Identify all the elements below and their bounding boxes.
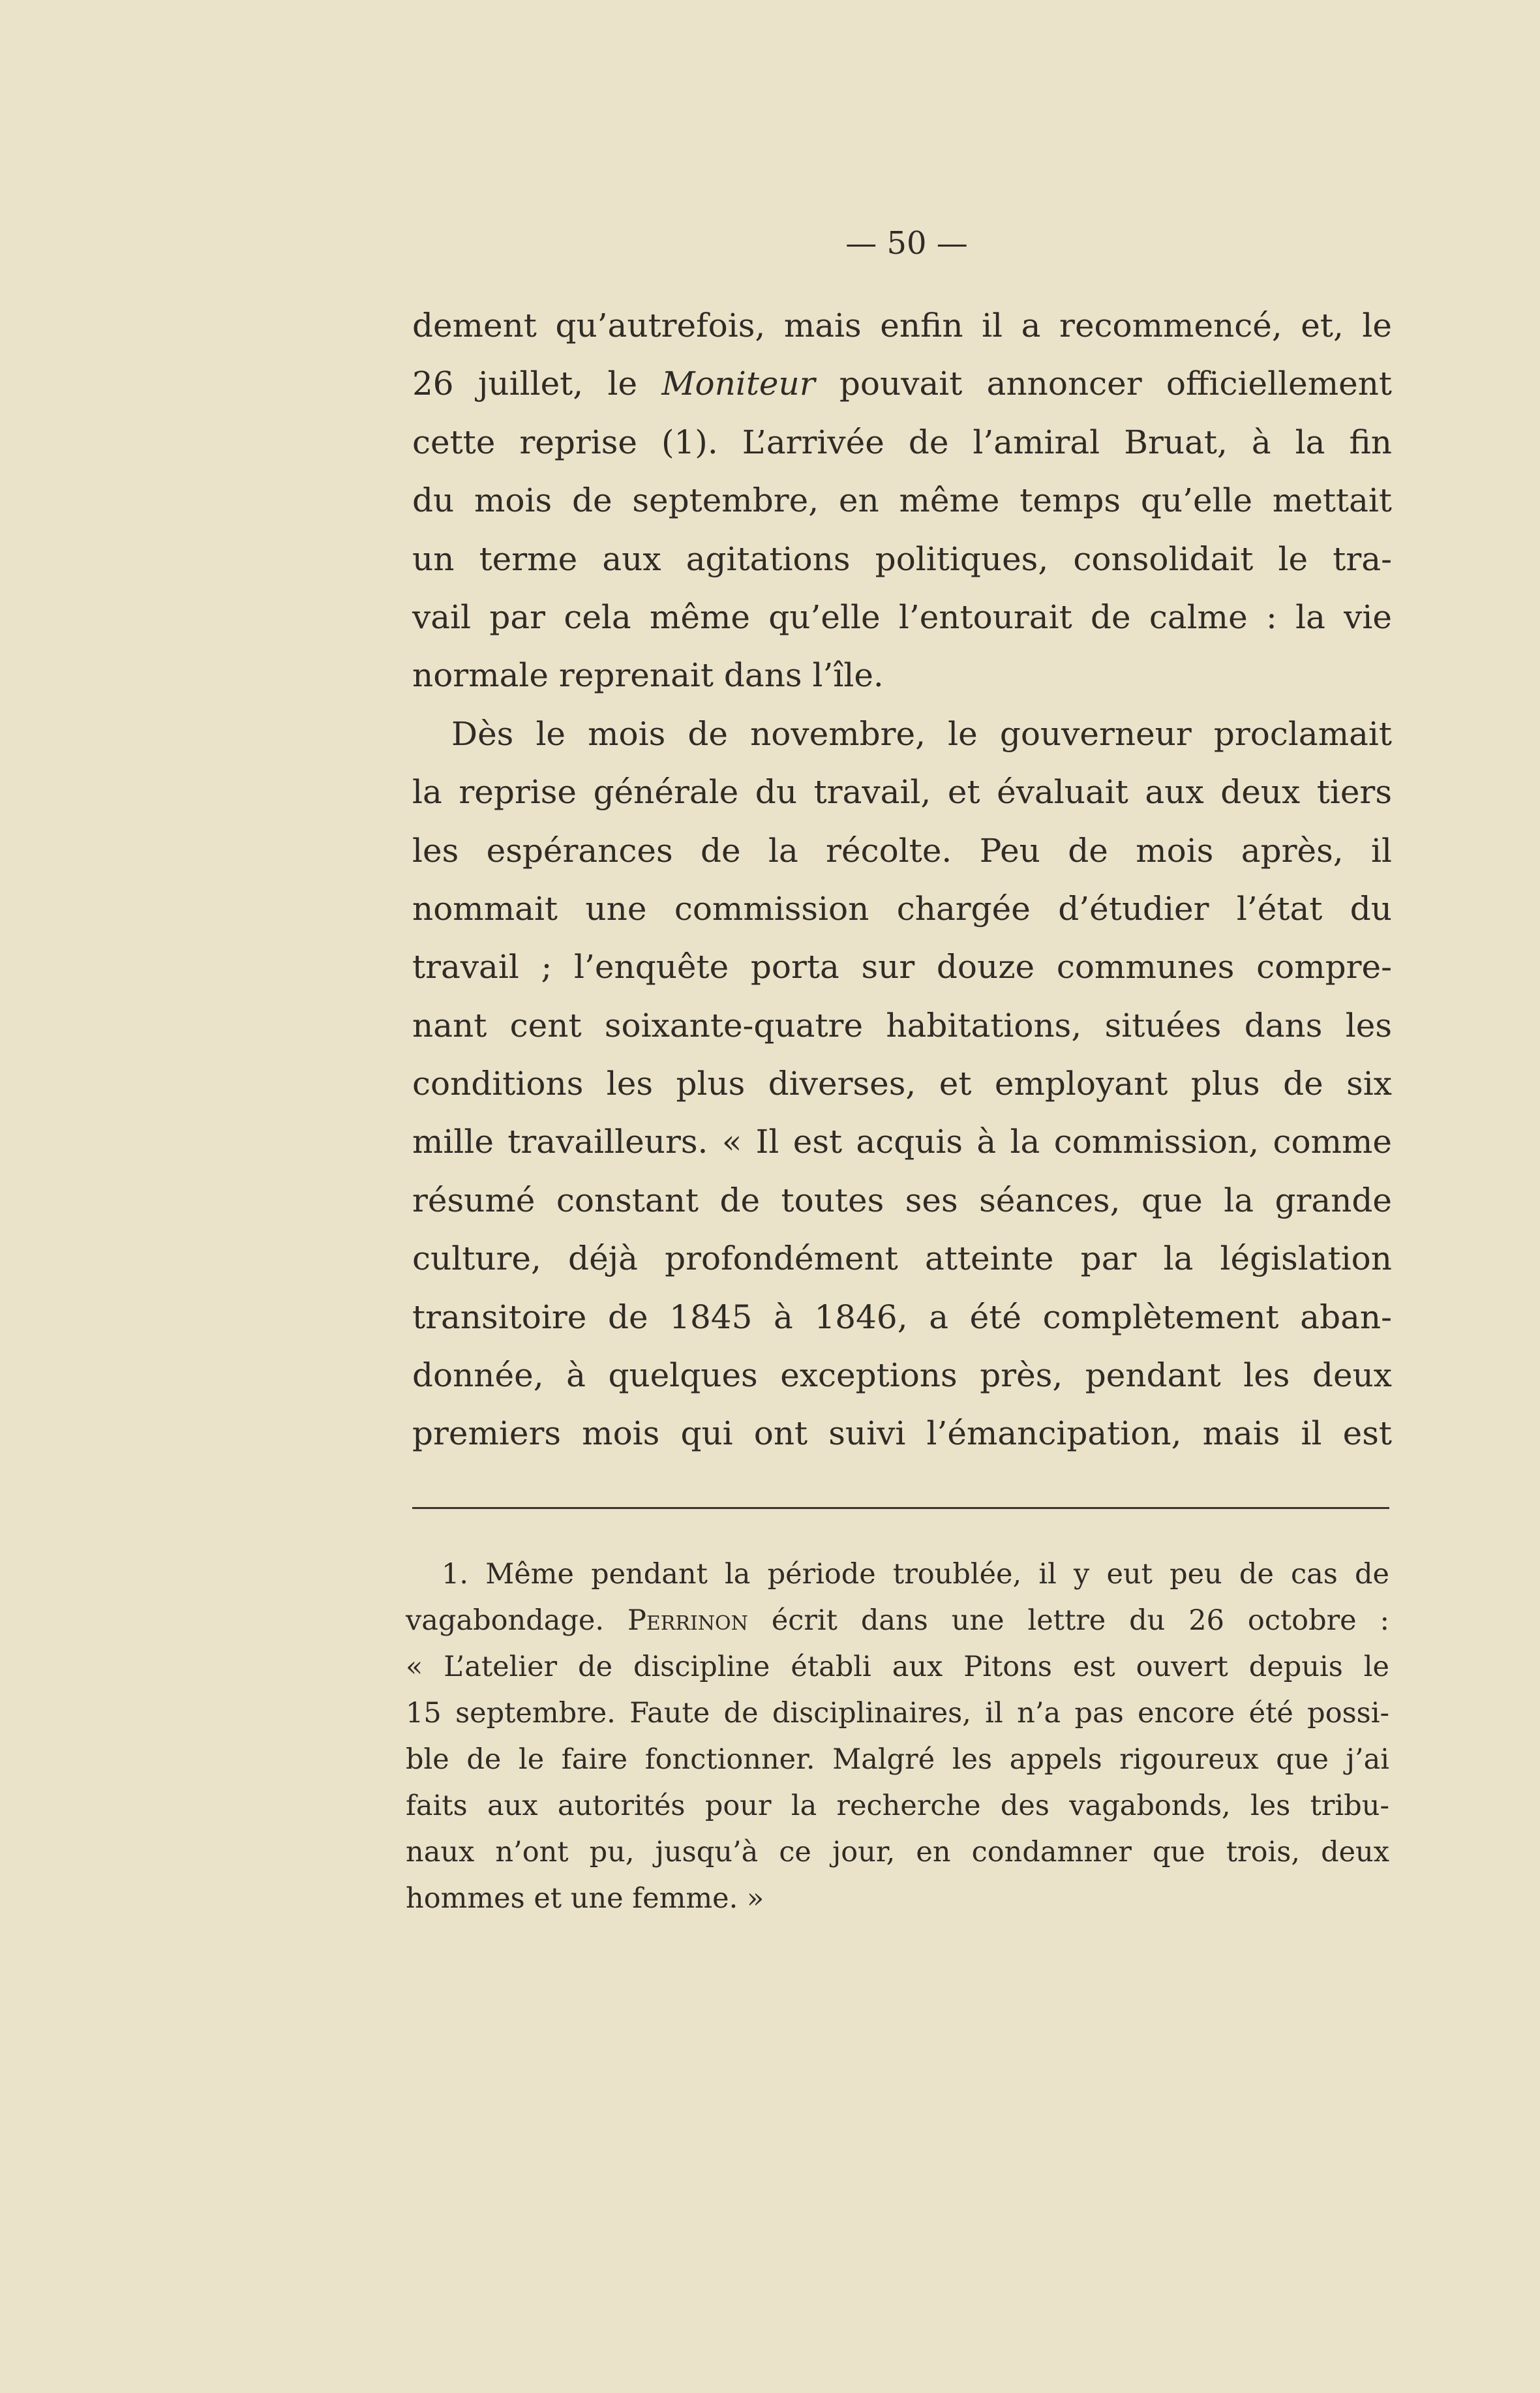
footnote-divider (412, 1507, 1389, 1509)
body-line: normale reprenait dans l’île. (412, 656, 884, 695)
body-line: un terme aux agitations politiques, consolidait le tra- (412, 540, 1392, 578)
footnote-line: ble de le faire fonctionner. Malgré les appels rigoureux que j’ai (406, 1743, 1389, 1776)
text-run: pouvait annoncer officiellement (815, 365, 1393, 403)
body-text (412, 297, 1392, 1463)
footnote (406, 1551, 1389, 1922)
body-line: mille travailleurs. « Il est acquis à la commission, comme (412, 1123, 1392, 1161)
footnote-line: 1. Même pendant la période troublée, il y eut peu de cas de (442, 1558, 1389, 1591)
footnote-line: « L’atelier de discipline établi aux Pitons est ouvert depuis le (406, 1651, 1389, 1683)
text-run: vagabondage. (406, 1604, 627, 1637)
body-line: nommait une commission chargée d’étudier l’état du (412, 889, 1392, 928)
footnote-line (406, 1598, 1389, 1644)
body-line: transitoire de 1845 à 1846, a été complètement aban- (412, 1298, 1392, 1336)
body-line: la reprise générale du travail, et évaluait aux deux tiers (412, 773, 1392, 812)
body-line: dement qu’autrefois, mais enfin il a recommencé, et, le (412, 307, 1392, 344)
footnote-line: hommes et une femme. » (406, 1882, 764, 1915)
body-line: donnée, à quelques exceptions près, pendant les deux (412, 1356, 1392, 1395)
body-line: culture, déjà profondément atteinte par la législation (412, 1240, 1392, 1278)
body-line (412, 355, 1392, 413)
body-line: premiers mois qui ont suivi l’émancipation, mais il est (412, 1414, 1392, 1453)
body-line: du mois de septembre, en même temps qu’elle mettait (412, 481, 1392, 520)
body-line: travail ; l’enquête porta sur douze communes compre- (412, 948, 1392, 986)
body-line: Dès le mois de novembre, le gouverneur proclamait (451, 714, 1392, 753)
body-line: cette reprise (1). L’arrivée de l’amiral Bruat, à la fin (412, 423, 1392, 461)
body-line: résumé constant de toutes ses séances, que la grande (412, 1181, 1392, 1219)
footnote-line: faits aux autorités pour la recherche des vagabonds, les tribu- (406, 1790, 1389, 1822)
page-number: — 50 — (845, 225, 968, 262)
body-line: conditions les plus diverses, et employant plus de six (412, 1065, 1392, 1103)
footnote-line: naux n’ont pu, jusqu’à ce jour, en condamner que trois, deux (406, 1836, 1389, 1868)
footnote-line: 15 septembre. Faute de disciplinaires, il n’a pas encore été possi- (406, 1697, 1389, 1730)
newspaper-title: Moniteur (661, 365, 815, 403)
text-run: 26 juillet, le (412, 365, 662, 403)
body-line: vail par cela même qu’elle l’entourait de calme : la vie (412, 598, 1392, 636)
text-run: écrit dans une lettre du 26 octobre : (747, 1604, 1390, 1637)
author-name: Perrinon (627, 1604, 748, 1637)
body-line: nant cent soixante-quatre habitations, situées dans les (412, 1006, 1392, 1044)
body-line: les espérances de la récolte. Peu de mois après, il (412, 831, 1392, 870)
